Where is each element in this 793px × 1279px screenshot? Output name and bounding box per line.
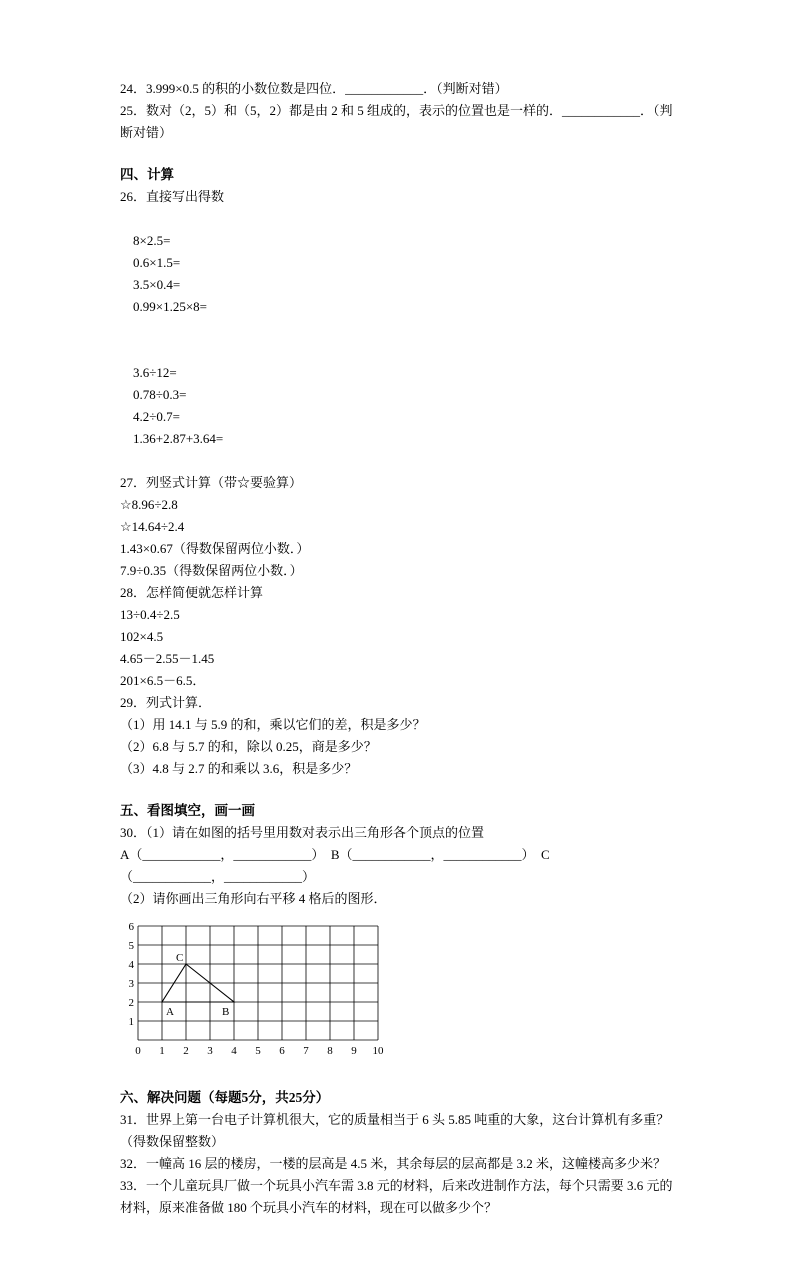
question-30-prompt: 30．（1）请在如图的括号里用数对表示出三角形各个顶点的位置 (120, 825, 485, 840)
question-33: 33．一个儿童玩具厂做一个玩具小汽车需 3.8 元的材料，后来改进制作方法，每个只需要 3.6 元的材料，原来准备做 180 个玩具小汽车的材料，现在可以做多少个？ (120, 1178, 673, 1215)
question-27-item: 7.9÷0.35（得数保留两位小数．） (120, 563, 303, 578)
expression-item: 0.6×1.5= (133, 255, 181, 270)
expression-item: 3.5×0.4= (133, 277, 181, 292)
x-axis-tick-label: 6 (279, 1045, 285, 1057)
question-30-part-2: （2）请你画出三角形向右平移 4 格后的图形． (120, 891, 387, 906)
x-axis-tick-label: 10 (372, 1045, 384, 1057)
triangle-vertex-label: A (166, 1006, 174, 1018)
expression-item: 0.78÷0.3= (133, 387, 187, 402)
question-28-title: 28．怎样简便就怎样计算 (120, 585, 264, 600)
x-axis-tick-label: 3 (207, 1045, 213, 1057)
question-27-item: 1.43×0.67（得数保留两位小数．） (120, 541, 310, 556)
question-32: 32．一幢高 16 层的楼房，一楼的层高是 4.5 米，其余每层的层高都是 3.2 米，这幢楼高多少米？ (120, 1156, 667, 1171)
question-24: 24．3.999×0.5 的积的小数位数是四位．____________．（判断对错） (120, 81, 508, 96)
x-axis-tick-label: 1 (159, 1045, 165, 1057)
question-26-title: 26．直接写出得数 (120, 189, 225, 204)
grid-svg (122, 918, 388, 1060)
y-axis-tick-label: 5 (128, 940, 134, 952)
question-27-title: 27．列竖式计算（带☆要验算） (120, 475, 303, 490)
y-axis-tick-label: 6 (128, 921, 134, 933)
triangle-vertex-label: B (222, 1006, 230, 1018)
question-30-blanks-row-1: A（____________，____________） B（____________，____________） C (120, 847, 550, 862)
y-axis-tick-label: 2 (128, 997, 134, 1009)
question-26-row-1 (120, 208, 676, 340)
worksheet-page (120, 78, 676, 1219)
y-axis-tick-label: 3 (128, 978, 134, 990)
expression-item: 4.2÷0.7= (133, 409, 180, 424)
question-29-item: （3）4.8 与 2.7 的和乘以 3.6，积是多少？ (120, 761, 358, 776)
question-28-item: 4.65－2.55－1.45 (120, 651, 215, 666)
question-25: 25．数对（2，5）和（5，2）都是由 2 和 5 组成的，表示的位置也是一样的．____________．（判断对错） (120, 103, 673, 140)
expression-item: 1.36+2.87+3.64= (133, 431, 224, 446)
x-axis-tick-label: 0 (135, 1045, 141, 1057)
y-axis-tick-label: 4 (128, 959, 134, 971)
question-28-item: 102×4.5 (120, 629, 164, 644)
question-26-row-2 (120, 340, 676, 472)
x-axis-tick-label: 4 (231, 1045, 237, 1057)
coordinate-grid-figure (122, 918, 676, 1067)
question-29-title: 29．列式计算． (120, 695, 212, 710)
expression-item: 0.99×1.25×8= (133, 299, 207, 314)
section-5-heading: 五、看图填空，画一画 (120, 803, 255, 818)
question-27-item: ☆14.64÷2.4 (120, 519, 185, 534)
question-29-item: （1）用 14.1 与 5.9 的和，乘以它们的差，积是多少？ (120, 717, 426, 732)
question-29-item: （2）6.8 与 5.7 的和，除以 0.25，商是多少？ (120, 739, 377, 754)
question-28-item: 13÷0.4÷2.5 (120, 607, 180, 622)
question-31: 31．世界上第一台电子计算机很大，它的质量相当于 6 头 5.85 吨重的大象，这台计算机有多重？（得数保留整数） (120, 1112, 670, 1149)
question-30-blanks-row-2: （____________，____________） (120, 869, 316, 884)
x-axis-tick-label: 7 (303, 1045, 309, 1057)
x-axis-tick-label: 8 (327, 1045, 333, 1057)
x-axis-tick-label: 5 (255, 1045, 261, 1057)
x-axis-tick-label: 2 (183, 1045, 189, 1057)
question-28-item: 201×6.5－6.5． (120, 673, 206, 688)
y-axis-tick-label: 1 (128, 1016, 134, 1028)
section-4-heading: 四、计算 (120, 167, 174, 182)
question-27-item: ☆8.96÷2.8 (120, 497, 178, 512)
expression-item: 3.6÷12= (133, 365, 177, 380)
expression-item: 8×2.5= (133, 233, 171, 248)
x-axis-tick-label: 9 (351, 1045, 357, 1057)
triangle-vertex-label: C (176, 952, 184, 964)
section-6-heading: 六、解决问题（每题5分，共25分） (120, 1090, 330, 1105)
